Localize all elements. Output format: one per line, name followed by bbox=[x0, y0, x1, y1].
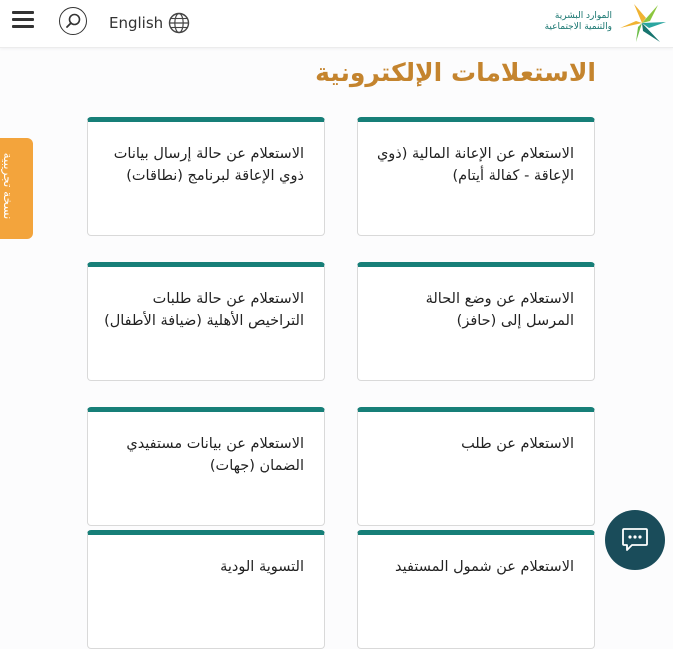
inquiry-card-social-security-beneficiaries[interactable] bbox=[87, 407, 325, 526]
globe-icon bbox=[168, 12, 190, 34]
top-header bbox=[0, 0, 673, 48]
language-label: English bbox=[109, 14, 164, 32]
hamburger-menu-icon[interactable] bbox=[12, 11, 34, 29]
language-switch-button[interactable] bbox=[109, 11, 190, 35]
inquiry-card-hafiz-status[interactable] bbox=[357, 262, 595, 381]
beta-version-tab[interactable] bbox=[0, 138, 33, 239]
logo-text bbox=[545, 11, 612, 33]
inquiry-card-childcare-licenses[interactable] bbox=[87, 262, 325, 381]
inquiry-card-financial-aid[interactable] bbox=[357, 117, 595, 236]
logo-text-line1: الموارد البشرية bbox=[554, 11, 612, 21]
chat-button[interactable] bbox=[605, 510, 665, 570]
inquiry-card-beneficiary-coverage[interactable] bbox=[357, 530, 595, 649]
logo-text-line2: والتنمية الاجتماعية bbox=[544, 22, 612, 32]
inquiry-card-amicable-settlement[interactable] bbox=[87, 530, 325, 649]
card-title: الاستعلام عن حالة طلبات التراخيص الأهلية (ضيافة الأطفال) bbox=[104, 291, 304, 329]
card-title: الاستعلام عن الإعانة المالية (ذوي الإعاقة - كفالة أيتام) bbox=[376, 146, 574, 184]
card-title: الاستعلام عن بيانات مستفيدي الضمان (جهات) bbox=[126, 436, 304, 474]
logo-star-icon bbox=[616, 2, 668, 44]
ministry-logo[interactable] bbox=[530, 1, 670, 45]
search-icon bbox=[64, 12, 82, 30]
search-button[interactable] bbox=[59, 7, 87, 35]
card-title: الاستعلام عن حالة إرسال بيانات ذوي الإعاقة لبرنامج (نطاقات) bbox=[113, 146, 304, 184]
card-title: الاستعلام عن وضع الحالة المرسل إلى (حافز) bbox=[425, 291, 574, 329]
beta-version-label: نسخة تجريبية bbox=[1, 152, 15, 220]
card-title: الاستعلام عن طلب bbox=[461, 436, 574, 452]
chat-icon bbox=[621, 527, 649, 553]
card-title: الاستعلام عن شمول المستفيد bbox=[395, 559, 574, 575]
card-title: التسوية الودية bbox=[220, 559, 304, 575]
inquiry-card-disability-data-nitaqat[interactable] bbox=[87, 117, 325, 236]
inquiry-card-request[interactable] bbox=[357, 407, 595, 526]
page-title: الاستعلامات الإلكترونية bbox=[315, 58, 596, 87]
